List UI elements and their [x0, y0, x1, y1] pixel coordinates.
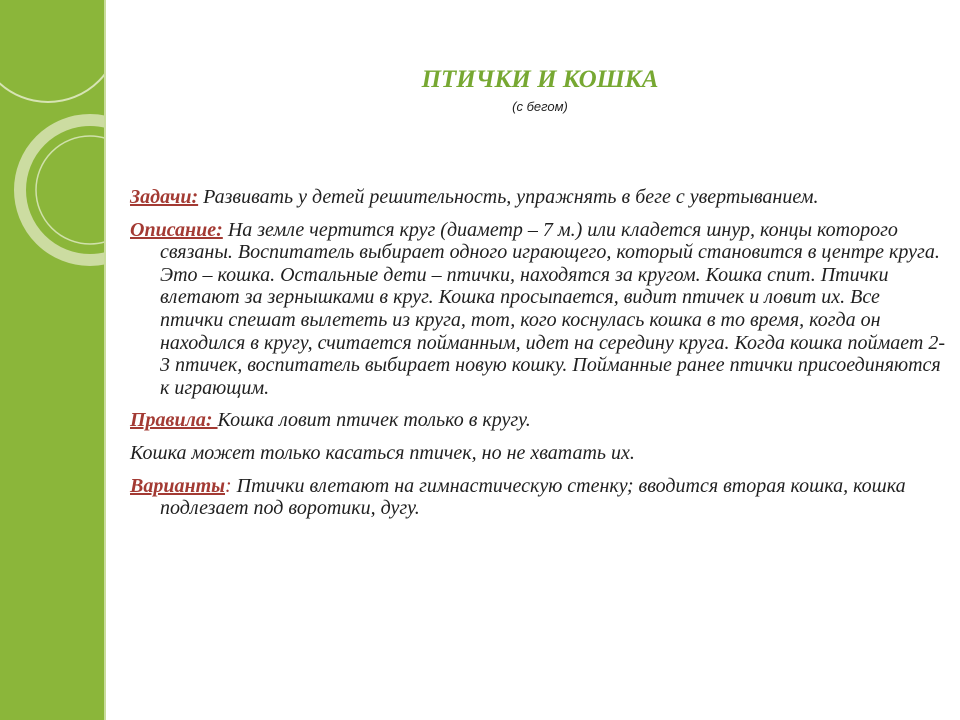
rules-extra-paragraph: Кошка может только касаться птичек, но не хватать их.: [130, 441, 635, 464]
variants-text: Птички влетают на гимнастическую стенку; вводится вторая кошка, кошка подлезает под воротики, дугу.: [160, 474, 906, 520]
rules-label: Правила:: [130, 409, 218, 432]
description-paragraph: [130, 219, 945, 400]
variants-paragraph: [130, 475, 945, 520]
decorative-sidebar: [0, 0, 106, 720]
rules-text: Кошка ловит птичек только в кругу.: [217, 409, 531, 432]
description-label: Описание:: [130, 218, 223, 241]
variants-label: Варианты: [130, 474, 225, 497]
tasks-paragraph: [130, 186, 945, 209]
decorative-circles-icon: [0, 0, 106, 300]
tasks-label: Задачи:: [130, 186, 199, 208]
page-title: ПТИЧКИ И КОШКА: [421, 66, 659, 93]
variants-colon: :: [225, 474, 232, 497]
page-subtitle: (с бегом): [512, 99, 568, 114]
sidebar-edge-line: [104, 0, 106, 720]
description-text: На земле чертится круг (диаметр – 7 м.) или кладется шнур, концы которого связаны. Воспитатель выбирает одного играющего, который становится в центре круга. Это – кошка. Остальные дети – птички, находятся за кругом. Кошка спит. Птички влетают за зернышками в круг. Кошка просыпается, видит птичек и ловит их. Все птички спешат вылететь из круга, тот, кого коснулась кошка в то время, когда он находился в кругу, считается пойманным, идет на середину круга. Когда кошка поймает 2-3 птичек, воспитатель выбирает новую кошку. Пойманные ранее птички присоединяются к играющим.: [160, 218, 945, 399]
rules-paragraph: [130, 409, 945, 432]
tasks-text: Развивать у детей решительность, упражнять в беге с увертыванием.: [198, 186, 819, 208]
content-body: [130, 186, 945, 530]
